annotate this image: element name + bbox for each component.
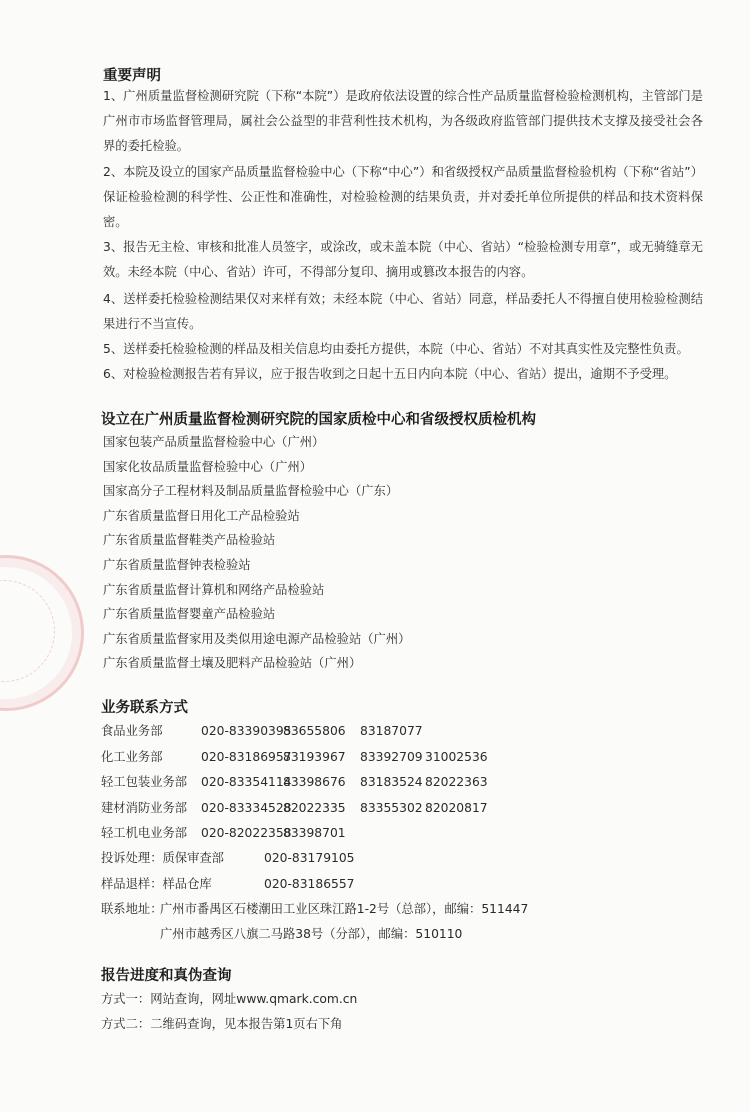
institution-item: 国家高分子工程材料及制品质量监督检验中心（广东）	[103, 484, 399, 499]
complaint-phone: 020-83179105	[264, 851, 355, 865]
declaration-item-1: 1、广州质量监督检测研究院（下称“本院”）是政府依法设置的综合性产品质量监督检验检测机构，主管部门是广州市市场监督管理局，属社会公益型的非营利性技术机构，为各级政府监管部门提供技术支撑及接受社会各界的委托检验。	[103, 89, 703, 153]
phone-number: 83398701	[283, 826, 346, 840]
institutions-title: 设立在广州质量监督检测研究院的国家质检中心和省级授权质检机构	[101, 412, 536, 428]
institution-item: 广东省质量监督钟表检验站	[103, 557, 251, 572]
institution-item: 广东省质量监督计算机和网络产品检验站	[103, 582, 325, 597]
phone-number: 82022363	[425, 775, 488, 789]
declaration-item-2: 2、本院及设立的国家产品质量监督检验中心（下称“中心”）和省级授权产品质量监督检验机构（下称“省站”）保证检验检测的科学性、公正性和准确性，对检验检测的结果负责，并对委托单位所提供的样品和技术资料保密。	[103, 165, 703, 229]
phone-number: 83392709	[360, 749, 423, 764]
declaration-title: 重要声明	[103, 68, 161, 84]
address-branch: 广州市越秀区八旗二马路38号（分部），邮编：510110	[160, 927, 463, 941]
phone-number: 83398676	[283, 775, 346, 789]
department-name: 食品业务部	[101, 724, 163, 738]
phone-number: 020-83334528	[201, 800, 292, 815]
phone-number: 83355302	[360, 800, 423, 815]
phone-number: 83183524	[360, 775, 423, 789]
query-method-website: 方式一：网站查询，网址www.qmark.com.cn	[101, 992, 358, 1006]
address-label: 联系地址：	[101, 902, 163, 916]
phone-number: 020-83390395	[201, 724, 292, 738]
phone-number: 83193967	[283, 749, 346, 764]
phone-number: 31002536	[425, 749, 488, 764]
phone-number: 83187077	[360, 724, 423, 738]
institutions-list	[103, 430, 410, 676]
sample-return-label: 样品退样：样品仓库	[101, 877, 212, 891]
phone-number: 020-82022358	[201, 826, 292, 840]
institution-item: 广东省质量监督家用及类似用途电源产品检验站（广州）	[103, 631, 411, 646]
department-name: 化工业务部	[101, 749, 163, 764]
address-headquarters: 广州市番禺区石楼潮田工业区珠江路1-2号（总部），邮编：511447	[160, 902, 529, 916]
phone-number: 020-83186957	[201, 749, 292, 764]
complaint-label: 投诉处理：质保审查部	[101, 851, 224, 865]
contacts-title: 业务联系方式	[101, 700, 188, 716]
institution-item: 广东省质量监督土壤及肥料产品检验站（广州）	[103, 656, 362, 671]
phone-number: 82020817	[425, 800, 488, 815]
institution-item: 广东省质量监督婴童产品检验站	[103, 607, 276, 622]
institution-item: 广东省质量监督日用化工产品检验站	[103, 508, 300, 523]
institution-item: 国家包装产品质量监督检验中心（广州）	[103, 435, 325, 449]
declaration-item-5: 5、送样委托检验检测的样品及相关信息均由委托方提供，本院（中心、省站）不对其真实性及完整性负责。	[103, 342, 689, 356]
query-method-qrcode: 方式二：二维码查询，见本报告第1页右下角	[101, 1017, 343, 1031]
phone-number: 020-83354114	[201, 775, 292, 789]
institution-item: 广东省质量监督鞋类产品检验站	[103, 533, 276, 548]
phone-number: 83655806	[283, 724, 346, 738]
department-name: 建材消防业务部	[101, 800, 188, 815]
department-name: 轻工机电业务部	[101, 826, 188, 840]
phone-number: 82022335	[283, 800, 346, 815]
query-title: 报告进度和真伪查询	[101, 968, 232, 984]
department-name: 轻工包装业务部	[101, 775, 188, 789]
institution-item: 国家化妆品质量监督检验中心（广州）	[103, 459, 313, 474]
red-seal-stamp	[0, 555, 84, 711]
sample-return-phone: 020-83186557	[264, 877, 355, 891]
declaration-item-3: 3、报告无主检、审核和批准人员签字，或涂改，或未盖本院（中心、省站）“检验检测专用章”，或无骑缝章无效。未经本院（中心、省站）许可，不得部分复印、摘用或篡改本报告的内容。	[103, 240, 703, 279]
declaration-item-6: 6、对检验检测报告若有异议，应于报告收到之日起十五日内向本院（中心、省站）提出，逾期不予受理。	[103, 367, 677, 381]
declaration-item-4: 4、送样委托检验检测结果仅对来样有效；未经本院（中心、省站）同意，样品委托人不得擅自使用检验检测结果进行不当宣传。	[103, 292, 703, 331]
